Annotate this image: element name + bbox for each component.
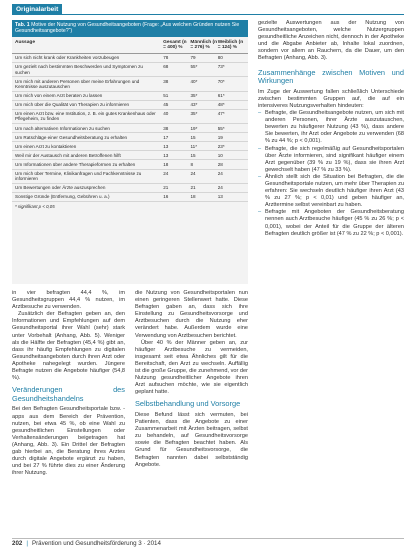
paragraph: in vier befragten 44,4 %, im Gesundheitsgruppen 44,4 % nutzen, im Arztbesuche zu verwenden.	[12, 290, 125, 311]
table-cell: 47*	[217, 111, 225, 117]
table-row	[12, 151, 248, 160]
paragraph: Im Zuge der Auswertung fallen schließlich Unterschiede zwischen bestimmten Gruppen auf, die auf ein intensiveres Nutzungsverhalten hindeuten:	[258, 88, 404, 109]
table-cell: Um sich nicht krank oder Krankheiten vorzubeugen	[15, 55, 120, 61]
paragraph: Diese Befund lässt sich vermuten, bei Patienten, dass die Angebote zu einer Zusammenarbeit mit Ärzten beitragen, selbst zu behandeln, auf Gesundheitsvorsorge sowie die Befragten beachtet haben. Als Grund für Gesundheitsvorsorge, die Befragten nannten dabei selbstständig Angebote.	[135, 412, 248, 468]
paragraph: Zusätzlich der Befragten geben an, den Informationen und Empfehlungen auf dem Gesundheitsportal ihrer Wahl (sehr) stark unter Vorbehalt (Anhang, Abb. 5). Weniger als die Hälfte der Befragten (45,4 %) gibt an, dass ihr häufig Empfehlungen zu digitalen Gesundheitsangeboten durch ihren Arzt oder Apotheke nahegelegt wurden. Jüngere Befragte nutzen die Angebote häufiger (54,8 %).	[12, 311, 125, 382]
table-cell: 19	[217, 134, 223, 140]
table-cell: Sonstige Gründe (Entfernung, Gebühren u. a.)	[15, 194, 110, 200]
table-cell: 43*	[190, 102, 198, 108]
middle-column	[135, 290, 248, 469]
table-cell: 24	[217, 170, 223, 176]
table-cell: 78	[163, 55, 169, 61]
table-cell: 24	[163, 170, 169, 176]
table-cell: 73*	[217, 64, 225, 70]
column-header: Weiblich (n = 124) %	[217, 39, 244, 51]
table-row	[12, 101, 248, 110]
table-row	[12, 160, 248, 169]
table-row	[12, 184, 248, 193]
table-cell: Um nach alternativen Informationen zu suchen	[15, 125, 110, 131]
table-cell: Um Bewertungen oder Ärzte auszusprechen	[15, 185, 106, 191]
table-cell: 51	[163, 93, 169, 98]
table-cell: Weil mir der Austausch mit anderen Betroffenen hilft	[15, 152, 121, 158]
table-cell: 21	[190, 185, 196, 191]
list-item: – Ähnlich stellt sich die Situation bei Befragten, die die Gesundheitsportale nutzen, um mehr über Therapien zu erfahren: Sie wechseln deutlich häufiger ihren Arzt (43 % zu 27 %; p < 0,01) und geben häufiger an, Arzttermine selbst vereinbart zu haben.	[258, 174, 404, 209]
table-row	[12, 193, 248, 202]
page-number: 202	[12, 540, 23, 547]
table-cell: 24	[190, 170, 196, 176]
table-cell: 13	[163, 143, 169, 149]
table-body	[12, 54, 248, 202]
table-cell: 48*	[217, 102, 225, 108]
data-table	[12, 20, 248, 284]
table-cell: Um mich von einem Arzt beraten zu lassen	[15, 93, 103, 98]
column-header: Gesamt (n = 400) %	[163, 39, 187, 51]
paragraph: Bei den Befragten Gesundheitsportale bzw. -apps aus dem Bereich der Prävention, nutzen, bei etwa 45 %, ob eine Wahl zu gesundheitlichen Einstellungen oder Verhaltensänderungen beigetragen hat (Anhang, Abb. 3). Ein Drittel der Befragten gab hierbei an, die Beratung ihres Arztes durch digitale Angebote ergänzt zu haben, und bei 27 % führte dies zu einer Änderung ihrer Nutzung.	[12, 406, 125, 477]
list-item: – Befragte mit Angeboten der Gesundheitsberatung nennen auch Arztbesuche häufiger (45 % zu 26 %; p < 0,001), wobei der Anteil für die Gruppe der älteren Befragten deutlich größer ist (47 % zu 22 %; p < 0,001).	[258, 209, 404, 237]
table-cell: 19*	[190, 125, 198, 131]
table-row	[12, 54, 248, 63]
table-cell: 40*	[190, 78, 198, 84]
table-cell: 13	[217, 194, 223, 200]
list-item: – Befragte, die Gesundheitsangebote nutzen, um sich mit anderen Personen, ihrer Ärzte auszutauschen, bewerten zu häufigerer Nutzung (43 %), dass andere Sie bewerten, ihr Arzt oder Angebote zu verwenden (68 % zu 44 %; p < 0,001).	[258, 110, 404, 145]
table-cell: 23*	[217, 143, 225, 149]
table-cell: 17	[163, 134, 169, 140]
table-row	[12, 63, 248, 77]
right-column	[258, 20, 404, 238]
table-cell: 68	[163, 64, 169, 70]
table-caption	[12, 20, 248, 37]
table-cell: 24	[217, 185, 223, 191]
table-cell: Um gezielt nach bestimmten Beschwerden und Symptomen zu suchen	[15, 64, 143, 75]
table-cell: 18	[190, 194, 196, 200]
table-cell: 61*	[217, 93, 225, 98]
footer-separator: |	[26, 540, 28, 547]
column-header: Aussage	[15, 39, 35, 45]
table-cell: 35*	[190, 93, 198, 98]
table-cell: 70*	[217, 78, 225, 84]
left-column	[12, 290, 125, 477]
table-cell: 11*	[190, 143, 198, 149]
table-cell: Um einen Arzt bzw. eine Institution, z. B. ein gutes Krankenhaus oder Pflegeheim, zu finden	[15, 111, 156, 122]
table-cell: 80	[217, 55, 223, 61]
table-row	[12, 124, 248, 133]
table-cell: 40	[163, 111, 169, 117]
table-cell: 38	[163, 78, 169, 84]
list-item: – Befragte, die sich regelmäßig auf Gesundheitsportalen über Ärzte informieren, sind signifikant häufiger einem Arzt gegenüber (39 % zu 19 %), dass sie ihren Arzt gewechselt haben (47 % zu 33 %).	[258, 146, 404, 174]
section-heading: Veränderungen des Gesundheitshandelns	[12, 385, 125, 403]
table-cell: Um mich über Termine, Klinikanfragen und Fachkenntnisse zu informieren	[15, 170, 142, 182]
table-row	[12, 142, 248, 151]
table-cell: Um Ratschläge einer Gesundheitsberatung zu erhalten	[15, 134, 128, 140]
paragraph: die Nutzung von Gesundheitsportalen nun einen geringeren Stellenwert hatte. Diese Befragten gaben an, dass sich ihre Einstellung zu Gesundheitsvorsorge und Arztbesuchen durch die Nutzung eher verändert habe. Außerdem wurde eine Verwendung von Arztbesuchen berichtet.	[135, 290, 248, 339]
table-cell: 35*	[190, 111, 198, 117]
table-cell: 28	[217, 161, 223, 167]
table-note: * signifikant p < 0,05	[15, 204, 55, 210]
table-row	[12, 92, 248, 101]
section-heading: Selbstbehandlung und Vorsorge	[135, 399, 241, 409]
table-cell: 79	[190, 55, 196, 61]
table-cell: 15	[190, 134, 196, 140]
table-row	[12, 77, 248, 91]
column-header: Männlich (n = 276) %	[190, 39, 218, 51]
table-header	[12, 37, 248, 54]
table-cell: Um mich über die Qualität von Therapien zu informieren	[15, 102, 130, 108]
table-cell: Um Informationen über andere Therapieformen zu erhalten	[15, 161, 136, 167]
table-cell: 55*	[217, 125, 225, 131]
header-rule	[12, 14, 404, 15]
table-cell: Um einen Arzt zu kontaktieren	[15, 143, 77, 149]
paragraph: gezielte Auswertungen aus der Nutzung von Gesundheitsangeboten, welche Nutzergruppen gesundheitliche Anzeichen nicht, dennoch in der Apotheke und die Abgabe Anbieter ab, Inhalte lokal zuordnen, sondern vor allem an Rauchern, da die Dauer, um den Befragten (Anhang, Abb. 3).	[258, 20, 404, 62]
footer-rule	[12, 538, 404, 539]
table-cell: 10	[217, 152, 223, 158]
page-footer	[12, 540, 161, 547]
table-cell: 45	[163, 102, 169, 108]
table-cell: 21	[163, 185, 169, 191]
table-cell: 16	[163, 194, 169, 200]
table-row	[12, 133, 248, 142]
bullet-list	[258, 110, 404, 238]
table-cell: 55*	[190, 64, 198, 70]
paragraph: Über 40 % der Männer geben an, zur häufiger Arztbesuche zu vermeiden, insgesamt seit etwa Ähnliches gilt für die Bereitschaft, den Arzt zu wechseln. Auffällig ist die große Gruppe, die zunehmend, vor der Nutzung gesundheitlicher Angebote ihren Arzt aufsuchen möchte, wie sie eigentlich geplant hatte.	[135, 339, 248, 396]
table-cell: 38	[163, 125, 169, 131]
table-cell: 13	[163, 152, 169, 158]
table-cell: Um mich mit anderen Personen über meine Erfahrungen und Kenntnisse auszutauschen	[15, 78, 140, 89]
table-cell: 15	[190, 152, 196, 158]
table-caption-label: Tab. 1	[15, 22, 30, 28]
table-caption-text: Motive der Nutzung von Gesundheitsangeboten (Frage: „Aus welchen Gründen nutzen Sie Gesundheitsangebote?“)	[15, 22, 240, 35]
table-cell: 8	[190, 161, 194, 167]
table-row	[12, 170, 248, 184]
table-row	[12, 110, 248, 124]
journal-name: Prävention und Gesundheitsförderung 3 · 2014	[31, 540, 161, 547]
section-heading: Zusammenhänge zwischen Motiven und Wirkungen	[258, 67, 404, 86]
table-cell: 18	[163, 161, 169, 167]
section-tag: Originalarbeit	[12, 4, 62, 15]
